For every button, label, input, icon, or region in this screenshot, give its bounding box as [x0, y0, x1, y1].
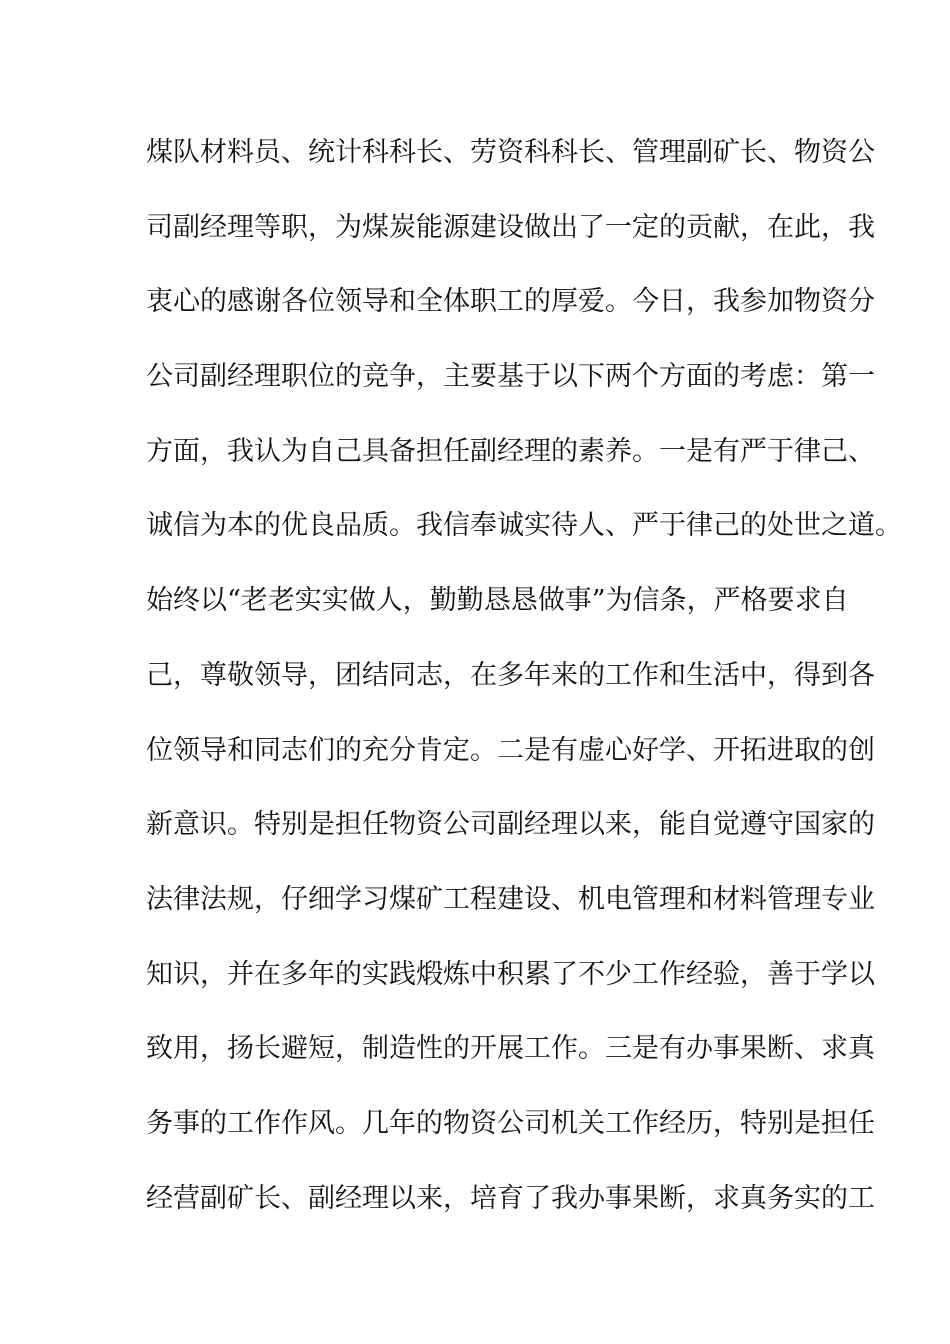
- text-line: 诚信为本的优良品质。我信奉诚实待人、严于律己的处世之道。: [146, 510, 902, 542]
- text-line: 务事的工作作风。几年的物资公司机关工作经历，特别是担任: [146, 1107, 875, 1139]
- text-line: 始终以“老老实实做人，勤勤恳恳做事”为信条，严格要求自: [146, 585, 849, 617]
- text-line: 衷心的感谢各位领导和全体职工的厚爱。今日，我参加物资分: [146, 286, 875, 318]
- text-line: 司副经理等职，为煤炭能源建设做出了一定的贡献，在此，我: [146, 211, 875, 243]
- text-line: 公司副经理职位的竞争，主要基于以下两个方面的考虑：第一: [146, 361, 875, 393]
- text-line: 知识，并在多年的实践煅炼中积累了不少工作经验，善于学以: [146, 958, 875, 990]
- text-line: 煤队材料员、统计科科长、劳资科科长、管理副矿长、物资公: [146, 137, 875, 168]
- text-line: 新意识。特别是担任物资公司副经理以来，能自觉遵守国家的: [146, 809, 875, 841]
- text-line: 己，尊敬领导，团结同志，在多年来的工作和生活中，得到各: [146, 659, 875, 691]
- text-line: 方面，我认为自己具备担任副经理的素养。一是有严于律己、: [146, 435, 875, 467]
- text-line: 经营副矿长、副经理以来，培育了我办事果断，求真务实的工: [146, 1182, 875, 1214]
- text-line: 法律法规，仔细学习煤矿工程建设、机电管理和材料管理专业: [146, 883, 875, 915]
- body-text: [146, 131, 902, 1251]
- text-line: 致用，扬长避短，制造性的开展工作。三是有办事果断、求真: [146, 1033, 875, 1065]
- text-line: 位领导和同志们的充分肯定。二是有虚心好学、开拓进取的创: [146, 734, 875, 766]
